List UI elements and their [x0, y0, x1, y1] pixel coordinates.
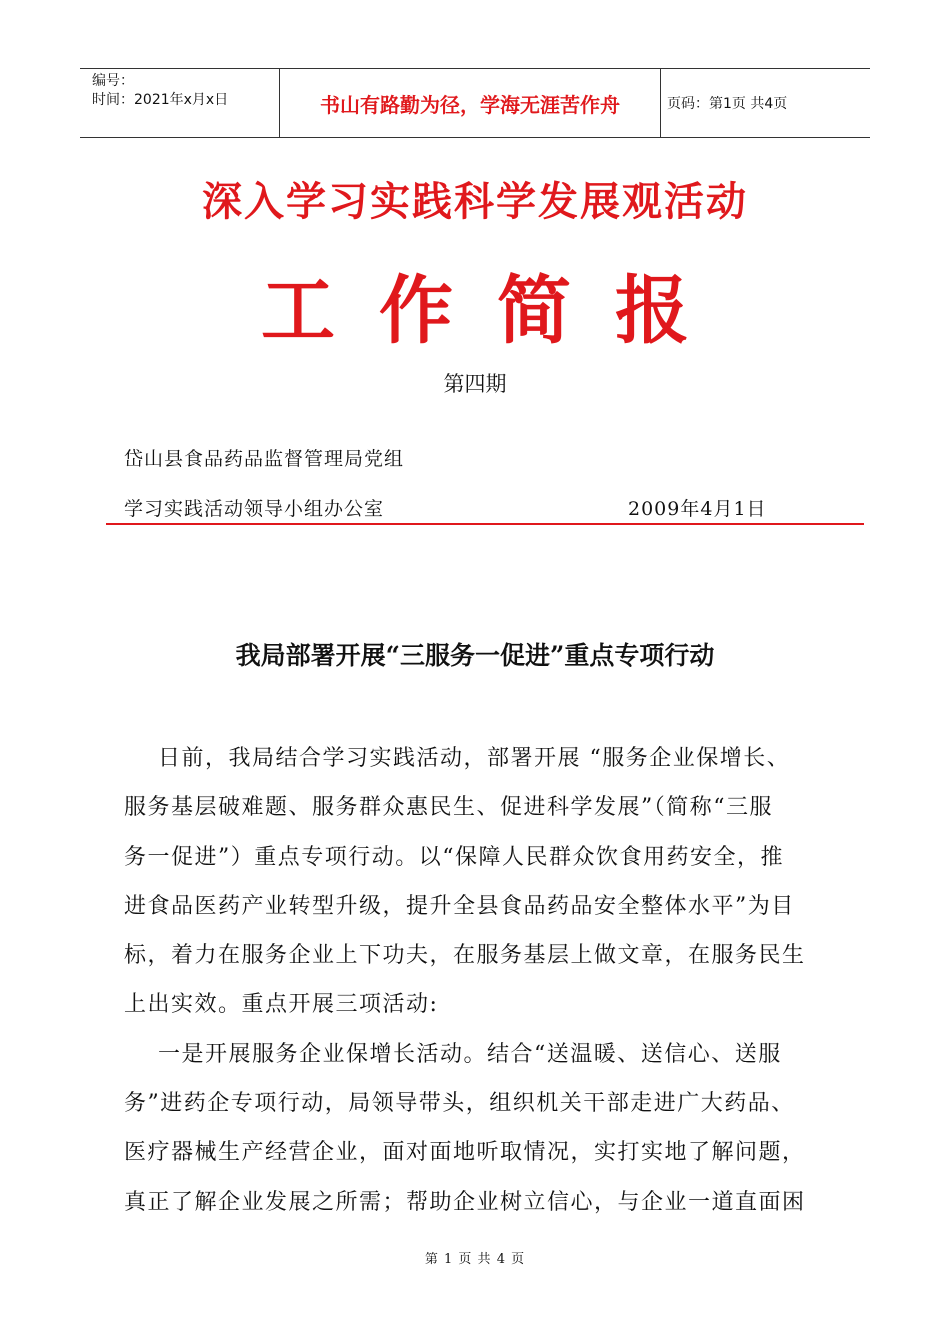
masthead-title: 深入学习实践科学发展观活动: [202, 178, 748, 225]
document-header: [80, 68, 870, 138]
article-line: 服务基层破难题、服务群众惠民生、促进科学发展”（简称“三服: [124, 795, 773, 821]
article-line: 日前，我局结合学习实践活动，部署开展 “服务企业保增长、: [124, 746, 791, 771]
issuer-org-line1: 岱山县食品药品监督管理局党组: [124, 448, 405, 470]
article-title: 我局部署开展“三服务一促进”重点专项行动: [235, 641, 715, 670]
issue-number: 第四期: [443, 372, 507, 396]
article-line: 标，着力在服务企业上下功夫，在服务基层上做文章，在服务民生: [124, 943, 806, 969]
article-line: 真正了解企业发展之所需；帮助企业树立信心，与企业一道直面困: [124, 1189, 806, 1215]
red-divider: [106, 523, 864, 525]
issue-date: 2009年4月1日: [628, 498, 767, 520]
document-number-label: 编号：: [92, 73, 134, 89]
article-line: 务”进药企专项行动，局领导带头，组织机关干部走进广大药品、: [124, 1091, 795, 1117]
page-footer: 第 1 页 共 4 页: [424, 1252, 526, 1267]
article-body: [124, 734, 836, 1227]
article-line: 进食品医药产业转型升级，提升全县食品药品安全整体水平”为目: [124, 893, 795, 919]
header-page-label: 页码：第1页 共4页: [667, 96, 788, 112]
article-line: 一是开展服务企业保增长活动。结合“送温暖、送信心、送服: [124, 1041, 782, 1067]
article-line: 医疗器械生产经营企业，面对面地听取情况，实打实地了解问题，: [124, 1140, 806, 1166]
article-line: 务一促进”）重点专项行动。以“保障人民群众饮食用药安全，推: [124, 844, 784, 870]
masthead-big-title: 工作简报: [261, 268, 733, 354]
issuer-org-line2: 学习实践活动领导小组办公室: [124, 498, 385, 520]
article-line: 上出实效。重点开展三项活动:: [124, 992, 439, 1018]
header-meta: [80, 69, 280, 137]
header-motto: 书山有路勤为径，学海无涯苦作舟: [280, 69, 661, 137]
document-time-label: 时间：2021年x月x日: [92, 92, 229, 108]
